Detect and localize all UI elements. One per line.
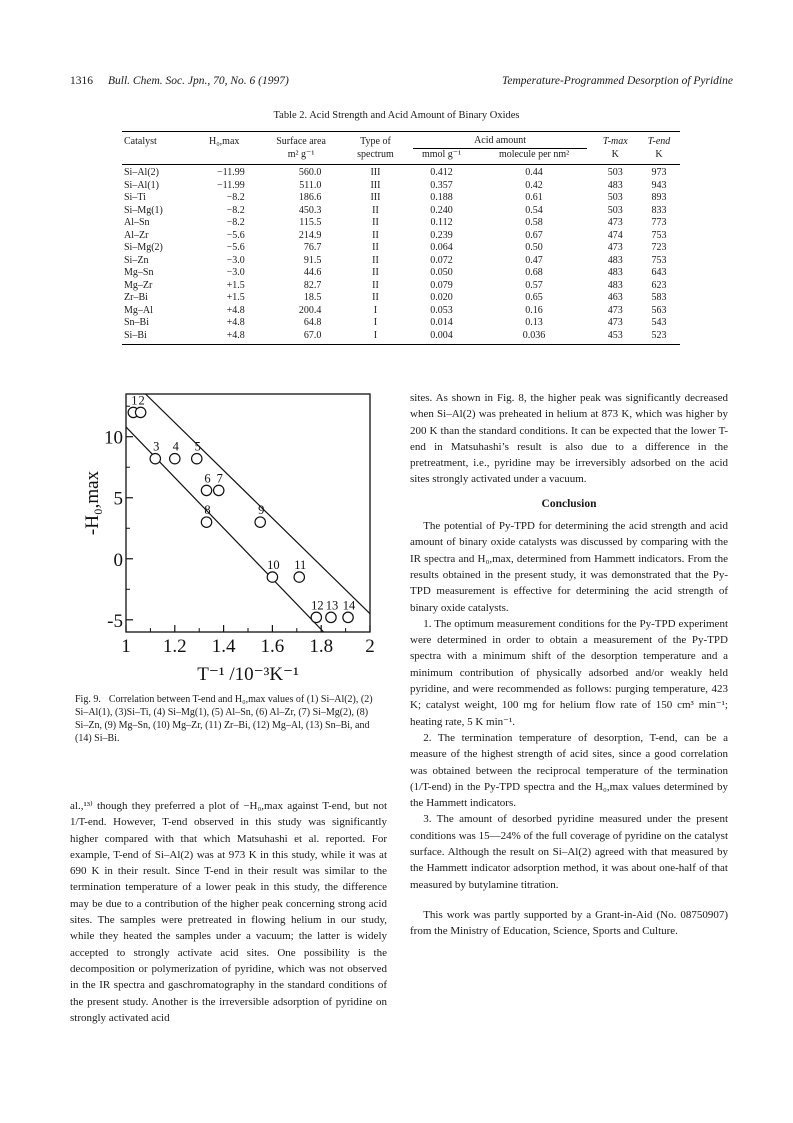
y-tick-label: 5	[113, 488, 123, 510]
table-cell-area: 67.0	[259, 330, 344, 345]
table-cell-mmol: 0.020	[430, 292, 453, 303]
table-row	[122, 192, 680, 205]
table-cell-tend: 893	[651, 192, 667, 203]
col-h0max: H₀,max	[190, 132, 259, 149]
data-point-13	[326, 612, 336, 622]
data-point-3	[150, 453, 160, 463]
table-row	[122, 205, 680, 218]
data-point-10	[267, 572, 277, 582]
table-cell-tmax: 503	[607, 167, 623, 178]
data-point-9	[255, 517, 265, 527]
data-point-6	[201, 485, 211, 495]
table-row	[122, 330, 680, 345]
point-label-3: 3	[153, 439, 160, 454]
table-row	[122, 180, 680, 193]
table-cell-type: II	[372, 229, 379, 241]
table-cell-area: 200.4	[298, 304, 322, 316]
table-cell-mol: 0.61	[525, 192, 543, 203]
table-cell-area: 18.5	[303, 292, 322, 303]
table-row	[122, 242, 680, 255]
table-cell-type: II	[372, 279, 379, 291]
tend-correlation-plot	[80, 382, 380, 687]
table-cell-catalyst: Al–Zr	[124, 229, 149, 241]
table-cell-tmax: 473	[607, 242, 623, 253]
right-intro-paragraph: sites. As shown in Fig. 8, the higher peak was significantly decreased when Si–Al(2) was preheated in helium at 873 K, which was higher by 200 K than the standard conditions. It can be expected that the lower T-end in Matsuhashi’s result is also due to a difference in the pretreatment, i.e., pyridine may be irreversibly adsorbed on the acid sites strongly activated under a vacuum.	[410, 392, 728, 486]
table-cell-mmol: 0.112	[430, 217, 453, 228]
table-cell-tend: 773	[651, 217, 667, 228]
table-cell-catalyst: Si–Ti	[124, 192, 146, 203]
table-cell-h0: +4.8	[190, 330, 259, 345]
table-cell-area: 450.3	[298, 204, 322, 216]
table-cell-tend: 833	[651, 204, 667, 216]
col-surface-area: Surface area	[259, 132, 344, 149]
table-cell-type: III	[370, 192, 381, 203]
data-point-2	[135, 407, 145, 417]
table-cell-area: 560.0	[298, 167, 322, 178]
y-tick-label: -5	[107, 610, 123, 632]
left-paragraph: al.,¹³⁾ though they preferred a plot of −H₀,max against T-end, but not 1/T-end. However, T-end observed in this study was significantly higher compared with that which Matsuhashi et al. reported. For example, T-end of Si–Al(2) was at 973 K in this study, while it was at 690 K in their result. Since T-end in their result was similar to the termination temperature of a lower peak in this study, the difference may be due to a contribution of the higher peak concerning strong acid sites. The samples were pretreated in flowing helium in our study, while they heated the samples under a vacuum; the latter is widely accepted to strongly activate acid sites. One possibility is the decomposition or polymerization of pyridine, which was not observed in the IR spectra and gaschromatography in the standard conditions of the present study. Another is the irreversible adsorption of pyridine on strongly activated acid	[70, 800, 387, 1024]
data-point-5	[192, 453, 202, 463]
table-cell-tmax: 473	[607, 317, 623, 328]
table-cell-type: II	[372, 267, 379, 278]
data-point-8	[201, 517, 211, 527]
table-row	[122, 230, 680, 243]
table-row	[122, 165, 680, 180]
y-tick-label: 0	[113, 549, 123, 571]
table-cell-type: II	[372, 217, 379, 228]
point-label-9: 9	[258, 503, 265, 518]
x-tick-label: 1	[121, 636, 131, 657]
table-cell-catalyst: Mg–Zr	[124, 279, 153, 291]
figure-caption	[75, 693, 375, 745]
x-tick-label: 1.4	[211, 636, 236, 657]
table-cell-h0: −8.2	[226, 192, 245, 203]
point-label-8: 8	[204, 503, 211, 518]
table-row	[122, 317, 680, 330]
table-cell-h0: −8.2	[226, 204, 245, 216]
acid-strength-table	[122, 131, 680, 345]
table-cell-h0: −3.0	[226, 267, 245, 278]
table-cell-tend: 753	[651, 229, 667, 241]
col-catalyst: Catalyst	[122, 132, 190, 149]
conclusion-paragraph-1: The potential of Py-TPD for determining the acid strength and acid amount of binary oxide catalysts was discussed by comparing with the IR spectra and H₀,max, determined from Hammett indicators. From the results obtained in the present study, it was demonstrated that the Py-TPD measurement is effective for determining the acid strength of binary oxide catalysts.	[410, 520, 728, 614]
table-cell-h0: +4.8	[226, 304, 245, 316]
point-label-12: 12	[311, 598, 324, 613]
table-cell-mol: 0.68	[525, 267, 543, 278]
x-axis-label: T⁻¹ /10⁻³K⁻¹	[197, 664, 299, 685]
y-tick-label: 10	[104, 427, 123, 449]
table-cell-mmol: 0.240	[430, 204, 453, 216]
point-label-13: 13	[325, 598, 339, 613]
table-cell-tmax: 453	[593, 330, 638, 345]
table-cell-tend: 563	[651, 304, 667, 316]
point-label-10: 10	[267, 558, 280, 573]
point-label-5: 5	[194, 439, 201, 454]
table-cell-tmax: 483	[607, 279, 623, 291]
data-point-4	[170, 453, 180, 463]
col-tmax: T-max	[593, 132, 638, 149]
table-cell-area: 186.6	[298, 192, 322, 203]
table-cell-tmax: 473	[607, 217, 623, 228]
x-tick-label: 1.6	[260, 636, 285, 657]
table-cell-mol: 0.58	[525, 217, 543, 228]
table-cell-mmol: 0.079	[430, 279, 453, 291]
table-cell-mol: 0.65	[525, 292, 543, 303]
point-label-11: 11	[294, 558, 307, 573]
right-text-column	[410, 390, 728, 940]
table-cell-mmol: 0.357	[430, 179, 453, 191]
table-cell-catalyst: Si–Zn	[124, 254, 149, 266]
table-cell-catalyst: Zr–Bi	[124, 292, 148, 303]
table-cell-type: II	[372, 292, 379, 303]
table-cell-tend: 723	[651, 242, 667, 253]
figure-label: Fig. 9.	[75, 694, 101, 705]
table-row	[122, 267, 680, 280]
point-label-14: 14	[342, 598, 356, 613]
table-cell-type: III	[370, 167, 381, 178]
table-cell-type: I	[343, 330, 407, 345]
unit-mmol: mmol g⁻¹	[408, 149, 476, 165]
table-cell-mmol: 0.064	[430, 242, 453, 253]
x-tick-label: 2	[365, 636, 375, 657]
table-cell-area: 76.7	[303, 242, 322, 253]
table-row	[122, 255, 680, 268]
table-row	[122, 292, 680, 305]
table-cell-tend: 943	[651, 179, 667, 191]
conclusion-paragraph-3: 2. The termination temperature of desorption, T-end, can be a measure of the highest strength of acid sites, since a good correlation was obtained between the reciprocal temperature of the termination (1/T-end) in the Py-TPD spectra and the H₀,max values determined by the Hammett indicators.	[410, 731, 728, 810]
table-cell-tmax: 474	[607, 229, 623, 241]
journal-citation: Bull. Chem. Soc. Jpn., 70, No. 6 (1997)	[108, 75, 289, 87]
table-cell-area: 511.0	[299, 179, 322, 191]
table-cell-catalyst: Mg–Sn	[124, 267, 154, 278]
table-cell-h0: +1.5	[226, 292, 245, 303]
table-cell-area: 82.7	[303, 279, 322, 291]
running-title: Temperature-Programmed Desorption of Pyridine	[502, 75, 733, 87]
table-cell-tmax: 483	[607, 267, 623, 278]
conclusion-paragraph-2: 1. The optimum measurement conditions for the Py-TPD experiment were determined in order to obtain a measurement of the Py-TPD spectra with a minimum shift of the desorption temperature and a minimum contribution of physically adsorbed and/or weakly held pyridine, and were recommended as follows: purging temperature, 423 K; catalyst weight, 100 mg for helium flow rate of 150 cm³ min⁻¹; heating rate, 5 K min⁻¹.	[410, 617, 728, 728]
left-text-column	[70, 798, 387, 1026]
table-cell-mol: 0.47	[525, 254, 543, 266]
table-cell-area: 44.6	[303, 267, 322, 278]
table-cell-mol: 0.13	[525, 317, 543, 328]
table-cell-tmax: 503	[607, 192, 623, 203]
point-label-7: 7	[216, 471, 223, 486]
conclusion-heading: Conclusion	[541, 497, 597, 510]
table-cell-type: I	[373, 304, 378, 316]
table-cell-tend: 543	[651, 317, 667, 328]
conclusion-paragraph-4: 3. The amount of desorbed pyridine measured under the present conditions was 15—24% of the full coverage of pyridine on the catalyst surface. Although the result on Si–Al(2) agreed with that measured by the Hammett indicator adsorption method, it was about one-half of that measured by butylamine titration.	[410, 813, 728, 891]
col-acid-amount: Acid amount	[413, 135, 587, 149]
table-cell-h0: −5.6	[226, 229, 245, 241]
table-cell-catalyst: Sn–Bi	[124, 317, 150, 328]
table-cell-mol: 0.50	[525, 242, 543, 253]
data-point-14	[343, 612, 353, 622]
table-cell-mol: 0.54	[525, 204, 543, 216]
table-cell-type: I	[373, 317, 378, 328]
table-cell-mmol: 0.053	[430, 304, 453, 316]
plot-frame	[126, 394, 370, 632]
data-point-11	[294, 572, 304, 582]
table-cell-type: II	[372, 242, 379, 253]
point-label-4: 4	[172, 439, 179, 454]
data-point-7	[214, 485, 224, 495]
table-row	[122, 217, 680, 230]
point-label-6: 6	[204, 471, 211, 486]
unit-type: spectrum	[343, 149, 407, 165]
point-label-1: 1	[131, 393, 138, 408]
table-cell-area: 91.5	[303, 254, 322, 266]
table-cell-tmax: 463	[607, 292, 623, 303]
table-cell-h0: −11.99	[216, 167, 245, 178]
table-cell-h0: +4.8	[226, 317, 245, 328]
table-cell-mol: 0.16	[525, 304, 543, 316]
col-tend: T-end	[638, 132, 680, 149]
table-cell-h0: −8.2	[226, 217, 245, 228]
col-type: Type of	[343, 132, 407, 149]
table-cell-catalyst: Mg–Al	[124, 304, 153, 316]
y-axis-label: -H₀,max	[82, 470, 103, 536]
point-label-2: 2	[138, 393, 145, 408]
table-cell-mmol: 0.239	[430, 229, 453, 241]
table-cell-tmax: 473	[607, 304, 623, 316]
table-cell-h0: −5.6	[226, 242, 245, 253]
table-cell-catalyst: Si–Al(1)	[124, 179, 159, 191]
unit-surface-area: m² g⁻¹	[259, 149, 344, 165]
unit-molecule: molecule per nm²	[476, 149, 593, 165]
table-cell-mmol: 0.014	[430, 317, 453, 328]
table-cell-mmol: 0.004	[408, 330, 476, 345]
x-tick-label: 1.2	[162, 636, 187, 657]
table-cell-tmax: 503	[607, 204, 623, 216]
table-cell-tend: 623	[651, 279, 667, 291]
table-cell-mmol: 0.412	[430, 167, 453, 178]
table-cell-area: 214.9	[298, 229, 322, 241]
table-cell-mol: 0.57	[525, 279, 543, 291]
table-cell-catalyst: Si–Bi	[122, 330, 190, 345]
table-cell-mol: 0.42	[525, 179, 543, 191]
table-cell-area: 64.8	[303, 317, 322, 328]
table-cell-mol: 0.44	[525, 167, 543, 178]
table-cell-tmax: 483	[607, 179, 623, 191]
table-cell-tend: 643	[651, 267, 667, 278]
table-cell-tend: 753	[651, 254, 667, 266]
table-cell-catalyst: Si–Mg(2)	[124, 242, 163, 253]
unit-tend: K	[638, 149, 680, 165]
page-number: 1316	[70, 75, 93, 87]
table-row	[122, 305, 680, 318]
table-cell-mol: 0.67	[525, 229, 543, 241]
table-cell-catalyst: Al–Sn	[124, 217, 150, 228]
table-cell-type: II	[372, 254, 379, 266]
figure-caption-text: Correlation between T-end and H₀,max values of (1) Si–Al(2), (2) Si–Al(1), (3)Si–Ti, (4) Si–Mg(1), (5) Al–Sn, (6) Al–Zr, (7) Si–Mg(2), (8) Si–Zn, (9) Mg–Sn, (10) Mg–Zr, (11) Zr–Bi, (12) Mg–Al, (13) Sn–Bi, and (14) Si–Bi.	[75, 694, 373, 744]
unit-tmax: K	[593, 149, 638, 165]
table-cell-mmol: 0.072	[430, 254, 453, 266]
x-tick-label: 1.8	[309, 636, 334, 657]
table-cell-catalyst: Si–Mg(1)	[124, 204, 163, 216]
table-cell-tend: 523	[638, 330, 680, 345]
table-cell-catalyst: Si–Al(2)	[124, 167, 159, 178]
table-cell-h0: −3.0	[226, 254, 245, 266]
table-cell-type: III	[370, 179, 381, 191]
table-cell-h0: +1.5	[226, 279, 245, 291]
table-cell-area: 115.5	[299, 217, 322, 228]
table-cell-tend: 973	[651, 167, 667, 178]
table-cell-mmol: 0.188	[430, 192, 453, 203]
table-cell-mmol: 0.050	[430, 267, 453, 278]
table-cell-tend: 583	[651, 292, 667, 303]
acknowledgement: This work was partly supported by a Grant-in-Aid (No. 08750907) from the Ministry of Education, Science, Sports and Culture.	[410, 908, 728, 938]
table-cell-type: II	[372, 204, 379, 216]
table-caption: Table 2. Acid Strength and Acid Amount of Binary Oxides	[273, 110, 520, 121]
table-cell-h0: −11.99	[216, 179, 245, 191]
table-cell-tmax: 483	[607, 254, 623, 266]
data-point-12	[311, 612, 321, 622]
table-cell-mol: 0.036	[476, 330, 593, 345]
table-row	[122, 280, 680, 293]
